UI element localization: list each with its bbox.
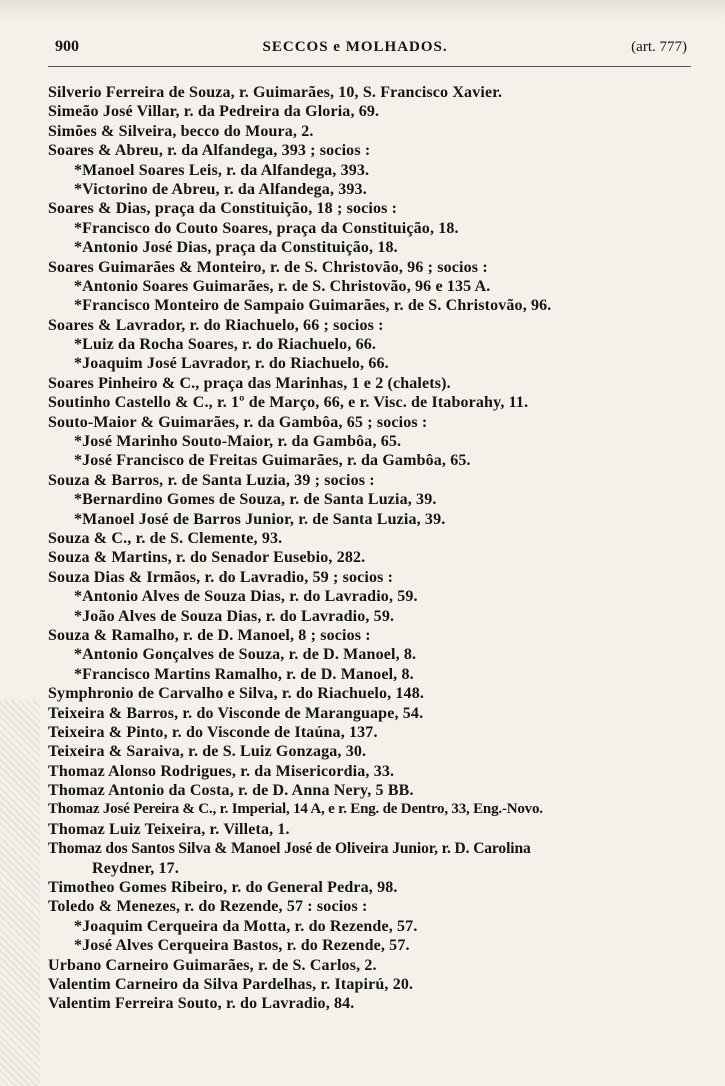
partner-entry: *Joaquim Cerqueira da Motta, r. do Rezende, 57. [74, 917, 418, 935]
scan-top-shading [0, 0, 725, 22]
entry: Thomaz Alonso Rodrigues, r. da Misericordia, 33. [48, 762, 395, 780]
entry: Valentim Carneiro da Silva Pardelhas, r. Itapirú, 20. [48, 975, 414, 993]
partner-entry: *Manoel Soares Leis, r. da Alfandega, 393. [74, 161, 370, 179]
entry: Thomaz Antonio da Costa, r. de D. Anna Nery, 5 BB. [48, 782, 414, 800]
partner-entry: *Antonio José Dias, praça da Constituição, 18. [74, 239, 398, 257]
entry-continuation: Reydner, 17. [92, 859, 179, 877]
page-header [55, 38, 687, 62]
partner-entry: *João Alves de Souza Dias, r. do Lavradio, 59. [74, 607, 395, 625]
entry: Soutinho Castello & C., r. 1º de Março, 66, e r. Visc. de Itaborahy, 11. [48, 394, 529, 412]
entry: Soares & Lavrador, r. do Riachuelo, 66 ; socios : [48, 316, 384, 334]
scan-edge-noise [0, 700, 40, 1086]
partner-entry: *Luiz da Rocha Soares, r. do Riachuelo, 66. [74, 336, 377, 354]
partner-entry: *Antonio Soares Guimarães, r. de S. Christovão, 96 e 135 A. [74, 277, 491, 295]
entry: Symphronio de Carvalho e Silva, r. do Riachuelo, 148. [48, 685, 424, 703]
entry-list [0, 83, 725, 1014]
entry: Urbano Carneiro Guimarães, r. de S. Carlos, 2. [48, 956, 377, 974]
partner-entry: *Francisco do Couto Soares, praça da Constituição, 18. [74, 219, 459, 237]
entry: Thomaz dos Santos Silva & Manoel José de Oliveira Junior, r. D. Carolina [48, 840, 531, 858]
partner-entry: *Antonio Gonçalves de Souza, r. de D. Manoel, 8. [74, 646, 417, 664]
entry: Toledo & Menezes, r. do Rezende, 57 : socios : [48, 898, 368, 916]
partner-entry: *José Marinho Souto-Maior, r. da Gambôa, 65. [74, 433, 402, 451]
partner-entry: *José Francisco de Freitas Guimarães, r. da Gambôa, 65. [74, 452, 471, 470]
entry: Souza & C., r. de S. Clemente, 93. [48, 529, 283, 547]
partner-entry: *Joaquim José Lavrador, r. do Riachuelo, 66. [74, 355, 389, 373]
entry: Timotheo Gomes Ribeiro, r. do General Pedra, 98. [48, 879, 398, 897]
entry: Souza & Martins, r. do Senador Eusebio, 282. [48, 549, 366, 567]
header-rule [48, 66, 691, 67]
partner-entry: *Francisco Monteiro de Sampaio Guimarães, r. de S. Christovão, 96. [74, 297, 552, 315]
partner-entry: *José Alves Cerqueira Bastos, r. do Rezende, 57. [74, 937, 410, 955]
partner-entry: *Victorino de Abreu, r. da Alfandega, 393. [74, 180, 367, 198]
partner-entry: *Antonio Alves de Souza Dias, r. do Lavradio, 59. [74, 588, 418, 606]
partner-entry: *Manoel José de Barros Junior, r. de Santa Luzia, 39. [74, 510, 446, 528]
entry: Souza & Ramalho, r. de D. Manoel, 8 ; socios : [48, 626, 371, 644]
entry: Souto-Maior & Guimarães, r. da Gambôa, 65 ; socios : [48, 413, 428, 431]
entry: Thomaz José Pereira & C., r. Imperial, 14 A, e r. Eng. de Dentro, 33, Eng.-Novo. [48, 801, 543, 818]
entry: Simeão José Villar, r. da Pedreira da Gloria, 69. [48, 103, 380, 121]
section-title: SECCOS e MOLHADOS. [262, 39, 448, 55]
entry: Simões & Silveira, becco do Moura, 2. [48, 122, 314, 140]
page-number: 900 [55, 38, 79, 55]
entry: Teixeira & Saraiva, r. de S. Luiz Gonzaga, 30. [48, 743, 367, 761]
entry: Valentim Ferreira Souto, r. do Lavradio, 84. [48, 995, 355, 1013]
article-reference: (art. 777) [631, 39, 687, 55]
entry: Soares & Abreu, r. da Alfandega, 393 ; socios : [48, 142, 371, 160]
entry: Soares Pinheiro & C., praça das Marinhas, 1 e 2 (chalets). [48, 374, 451, 392]
entry: Soares & Dias, praça da Constituição, 18 ; socios : [48, 200, 398, 218]
entry: Souza & Barros, r. de Santa Luzia, 39 ; socios : [48, 471, 375, 489]
entry: Teixeira & Barros, r. do Visconde de Maranguape, 54. [48, 704, 424, 722]
entry: Teixeira & Pinto, r. do Visconde de Itaúna, 137. [48, 723, 378, 741]
entry: Souza Dias & Irmãos, r. do Lavradio, 59 ; socios : [48, 568, 394, 586]
entry: Thomaz Luiz Teixeira, r. Villeta, 1. [48, 820, 290, 838]
entry: Silverio Ferreira de Souza, r. Guimarães, 10, S. Francisco Xavier. [48, 84, 503, 101]
partner-entry: *Bernardino Gomes de Souza, r. de Santa Luzia, 39. [74, 491, 437, 509]
entry: Soares Guimarães & Monteiro, r. de S. Christovão, 96 ; socios : [48, 258, 488, 276]
partner-entry: *Francisco Martins Ramalho, r. de D. Manoel, 8. [74, 665, 414, 683]
